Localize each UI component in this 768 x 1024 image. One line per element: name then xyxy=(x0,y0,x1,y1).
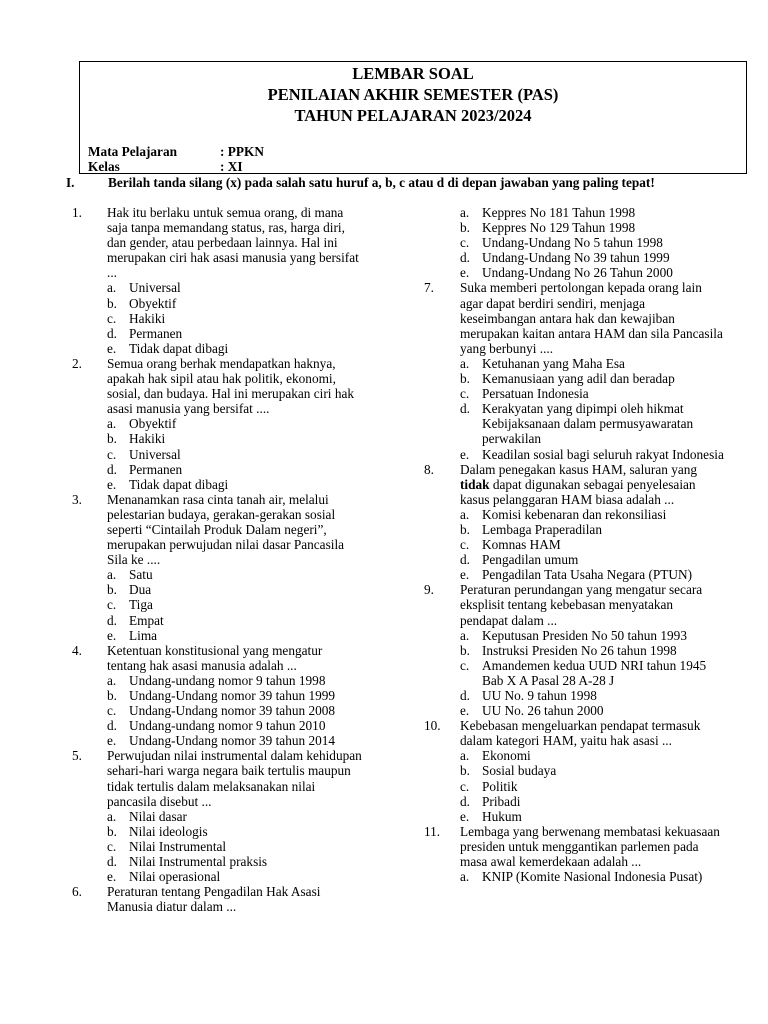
answer-option xyxy=(460,265,724,280)
option-text: Lima xyxy=(129,627,158,643)
option-letter: c. xyxy=(107,597,117,613)
answer-option xyxy=(107,567,362,582)
answer-option xyxy=(460,794,724,809)
option-letter: b. xyxy=(460,763,470,779)
option-text: Satu xyxy=(129,567,153,583)
left-column xyxy=(72,205,362,914)
option-text: Obyektif xyxy=(129,416,177,432)
option-letter: b. xyxy=(107,295,117,311)
option-text: Universal xyxy=(129,446,181,462)
answer-option xyxy=(107,416,362,431)
answer-option xyxy=(460,235,724,250)
option-letter: e. xyxy=(460,265,470,281)
answer-option xyxy=(460,220,724,235)
option-text: Hukum xyxy=(482,808,522,824)
option-text: Tiga xyxy=(129,597,153,613)
option-letter: a. xyxy=(107,416,117,432)
header-box xyxy=(79,61,747,174)
option-text: Kemanusiaan yang adil dan beradap xyxy=(482,371,675,387)
answer-option xyxy=(460,507,724,522)
answer-option xyxy=(107,597,362,612)
option-text: Hakiki xyxy=(129,431,166,447)
answer-option xyxy=(460,371,724,386)
option-letter: e. xyxy=(107,733,117,749)
option-letter: c. xyxy=(107,446,117,462)
question-stem: Menanamkan rasa cinta tanah air, melalui pelestarian budaya, gerakan-gerakan sosial seperti “Cintailah Produk Dalam negeri”, merupakan perwujudan nilai dasar Pancasila Sila ke .... xyxy=(107,491,345,568)
question-number: 7. xyxy=(424,280,434,296)
option-text: Permanen xyxy=(129,461,183,477)
option-text: Lembaga Praperadilan xyxy=(482,521,602,537)
answer-option xyxy=(107,673,362,688)
section-number: I. xyxy=(66,175,75,190)
option-text: Keppres No 129 Tahun 1998 xyxy=(482,220,636,236)
option-text: Kerakyatan yang dipimpi oleh hikmat Kebijaksanaan dalam permusyawaratan perwakilan xyxy=(482,401,694,447)
question-number: 4. xyxy=(72,642,82,658)
option-letter: a. xyxy=(460,627,470,643)
option-letter: d. xyxy=(107,461,117,477)
answer-option xyxy=(107,869,362,884)
option-letter: d. xyxy=(460,401,470,417)
answer-option xyxy=(107,809,362,824)
question-number: 1. xyxy=(72,205,82,220)
doc-title: LEMBAR SOAL xyxy=(352,64,474,83)
option-letter: a. xyxy=(460,869,470,885)
answer-option xyxy=(460,522,724,537)
option-letter: c. xyxy=(460,537,470,553)
answer-option xyxy=(460,552,724,567)
answer-option xyxy=(107,613,362,628)
answer-option xyxy=(460,250,724,265)
option-text: Nilai Instrumental praksis xyxy=(129,854,268,870)
answer-option xyxy=(460,809,724,824)
option-letter: c. xyxy=(107,703,117,719)
option-letter: a. xyxy=(460,355,470,371)
question-stem: Suka memberi pertolongan kepada orang lain agar dapat berdiri sendiri, menjaga keseimbangan antara hak dan kewajiban merupakan kaitan antara HAM dan sila Pancasila yang berbunyi .... xyxy=(460,280,723,356)
answer-option xyxy=(107,296,362,311)
option-text: Undang-Undang No 26 Tahun 2000 xyxy=(482,265,673,281)
option-text: Nilai ideologis xyxy=(129,823,208,839)
option-letter: e. xyxy=(460,567,470,583)
instruction-text: Berilah tanda silang (x) pada salah satu huruf a, b, c atau d di depan jawaban yang paling tepat! xyxy=(108,175,655,190)
question-number: 2. xyxy=(72,355,82,371)
answer-option xyxy=(460,537,724,552)
answer-option xyxy=(107,431,362,446)
answer-option xyxy=(107,688,362,703)
answer-option xyxy=(107,582,362,597)
answer-option xyxy=(107,477,362,492)
option-letter: d. xyxy=(107,612,117,628)
option-letter: c. xyxy=(460,386,470,402)
option-text: Persatuan Indonesia xyxy=(482,386,589,402)
question-number: 11. xyxy=(424,823,441,839)
option-letter: b. xyxy=(460,521,470,537)
answer-option xyxy=(107,718,362,733)
option-text: Sosial budaya xyxy=(482,763,557,779)
question-item xyxy=(424,280,724,461)
answer-option xyxy=(107,280,362,295)
option-letter: e. xyxy=(107,869,117,885)
class-row xyxy=(88,159,243,174)
option-text: Permanen xyxy=(129,325,183,341)
question-stem: Lembaga yang berwenang membatasi kekuasaan presiden untuk menggantikan parlemen pada masa awal kemerdekaan adalah ... xyxy=(460,823,720,870)
question-stem: Peraturan perundangan yang mengatur secara eksplisit tentang kebebasan menyatakan pendapat dalam ... xyxy=(460,582,703,628)
question-item xyxy=(72,748,362,884)
option-text: Nilai operasional xyxy=(129,869,221,885)
option-text: Dua xyxy=(129,582,152,598)
answer-option xyxy=(107,703,362,718)
question-item xyxy=(424,824,724,884)
option-letter: c. xyxy=(107,838,117,854)
doc-year: TAHUN PELAJARAN 2023/2024 xyxy=(294,106,532,125)
option-letter: b. xyxy=(107,823,117,839)
question-item xyxy=(424,462,724,583)
option-text: KNIP (Komite Nasional Indonesia Pusat) xyxy=(482,869,703,885)
answer-option xyxy=(107,462,362,477)
answer-option xyxy=(107,326,362,341)
option-letter: e. xyxy=(107,627,117,643)
option-text: Keputusan Presiden No 50 tahun 1993 xyxy=(482,627,687,643)
answer-option xyxy=(107,733,362,748)
question-stem: Ketentuan konstitusional yang mengatur tentang hak asasi manusia adalah ... xyxy=(107,642,323,673)
question-item xyxy=(424,205,724,280)
option-text: Komisi kebenaran dan rekonsiliasi xyxy=(482,506,667,522)
option-text: Obyektif xyxy=(129,295,177,311)
option-letter: c. xyxy=(107,310,117,326)
answer-option xyxy=(107,628,362,643)
question-number: 3. xyxy=(72,491,82,507)
option-letter: c. xyxy=(460,778,470,794)
doc-subtitle: PENILAIAN AKHIR SEMESTER (PAS) xyxy=(267,85,559,104)
option-letter: b. xyxy=(460,371,470,387)
option-letter: e. xyxy=(460,703,470,719)
option-letter: a. xyxy=(107,280,117,296)
option-letter: a. xyxy=(460,205,470,220)
answer-option xyxy=(107,311,362,326)
answer-option xyxy=(460,658,724,688)
option-letter: e. xyxy=(460,446,470,462)
answer-option xyxy=(460,567,724,582)
option-text: Empat xyxy=(129,612,164,628)
option-letter: d. xyxy=(460,793,470,809)
answer-option xyxy=(460,688,724,703)
option-letter: a. xyxy=(460,506,470,522)
option-text: Undang-undang nomor 9 tahun 2010 xyxy=(129,718,326,734)
option-text: Undang-Undang nomor 39 tahun 2008 xyxy=(129,703,336,719)
question-number: 9. xyxy=(424,582,434,598)
question-item xyxy=(72,205,362,356)
option-text: Undang-Undang nomor 39 tahun 2014 xyxy=(129,733,336,749)
subject-label: Mata Pelajaran xyxy=(88,144,177,159)
option-text: Nilai dasar xyxy=(129,808,187,824)
option-letter: a. xyxy=(460,748,470,764)
answer-option xyxy=(107,824,362,839)
option-text: Tidak dapat dibagi xyxy=(129,340,229,356)
option-letter: d. xyxy=(460,688,470,703)
option-text: UU No. 9 tahun 1998 xyxy=(482,688,597,703)
answer-option xyxy=(460,356,724,371)
question-stem: Perwujudan nilai instrumental dalam kehidupan sehari-hari warga negara baik tertulis maupun tidak tertulis dalam melaksanakan nilai pancasila disebut ... xyxy=(107,748,362,809)
subject-value: : PPKN xyxy=(220,144,264,159)
option-letter: d. xyxy=(460,552,470,568)
option-text: Keadilan sosial bagi seluruh rakyat Indonesia xyxy=(482,446,724,462)
question-number: 8. xyxy=(424,461,434,477)
option-letter: c. xyxy=(460,235,470,251)
question-item xyxy=(72,356,362,492)
option-letter: d. xyxy=(107,325,117,341)
option-text: Instruksi Presiden No 26 tahun 1998 xyxy=(482,642,677,658)
answer-option xyxy=(107,341,362,356)
answer-option xyxy=(460,386,724,401)
option-letter: d. xyxy=(460,250,470,266)
answer-option xyxy=(460,748,724,763)
answer-option xyxy=(107,839,362,854)
option-text: Pribadi xyxy=(482,793,521,809)
question-item xyxy=(72,492,362,643)
option-letter: a. xyxy=(107,808,117,824)
option-text: Undang-Undang No 5 tahun 1998 xyxy=(482,235,663,251)
answer-option xyxy=(460,703,724,718)
question-number: 10. xyxy=(424,718,441,734)
answer-option xyxy=(107,854,362,869)
question-item xyxy=(72,643,362,749)
answer-option xyxy=(460,763,724,778)
option-letter: d. xyxy=(107,718,117,734)
question-stem: Hak itu berlaku untuk semua orang, di mana saja tanpa memandang status, ras, harga diri, dan gender, atau perbedaan lainnya. Hal ini merupakan ciri hak asasi manusia yang bersifat ... xyxy=(107,205,359,281)
answer-option xyxy=(460,628,724,643)
option-text: Ketuhanan yang Maha Esa xyxy=(482,355,625,371)
option-letter: e. xyxy=(107,476,117,492)
option-text: Undang-Undang No 39 tahun 1999 xyxy=(482,250,670,266)
option-text: Universal xyxy=(129,280,181,296)
answer-option xyxy=(460,779,724,794)
option-letter: b. xyxy=(107,688,117,703)
option-text: Ekonomi xyxy=(482,748,531,764)
option-text: Pengadilan Tata Usaha Negara (PTUN) xyxy=(482,567,693,583)
right-column xyxy=(424,205,724,884)
option-letter: d. xyxy=(107,854,117,870)
option-text: Tidak dapat dibagi xyxy=(129,476,229,492)
option-letter: b. xyxy=(107,582,117,598)
answer-option xyxy=(460,205,724,220)
question-item xyxy=(424,582,724,718)
option-letter: b. xyxy=(107,431,117,447)
option-letter: b. xyxy=(460,642,470,658)
option-letter: b. xyxy=(460,220,470,236)
question-stem: Peraturan tentang Pengadilan Hak Asasi Manusia diatur dalam ... xyxy=(107,884,321,915)
option-letter: a. xyxy=(107,672,117,688)
question-stem: Kebebasan mengeluarkan pendapat termasuk dalam kategori HAM, yaitu hak asasi ... xyxy=(460,718,701,749)
class-label: Kelas xyxy=(88,159,120,174)
answer-option xyxy=(460,869,724,884)
question-number: 5. xyxy=(72,748,82,764)
option-text: Komnas HAM xyxy=(482,537,561,553)
subject-row xyxy=(88,144,264,159)
option-text: Keppres No 181 Tahun 1998 xyxy=(482,205,636,220)
option-text: Politik xyxy=(482,778,518,794)
option-text: Hakiki xyxy=(129,310,166,326)
question-item xyxy=(424,718,724,824)
option-text: Nilai Instrumental xyxy=(129,838,227,854)
question-stem: Semua orang berhak mendapatkan haknya, apakah hak sipil atau hak politik, ekonomi, sosial, dan budaya. Hal ini merupakan ciri hak asasi manusia yang bersifat .... xyxy=(107,355,355,417)
answer-option xyxy=(460,643,724,658)
option-letter: c. xyxy=(460,657,470,673)
answer-option xyxy=(107,447,362,462)
option-text: Amandemen kedua UUD NRI tahun 1945 Bab X A Pasal 28 A-28 J xyxy=(482,657,707,688)
answer-option xyxy=(460,447,724,462)
option-letter: e. xyxy=(460,808,470,824)
option-letter: e. xyxy=(107,340,117,356)
option-text: Pengadilan umum xyxy=(482,552,579,568)
option-text: Undang-Undang nomor 39 tahun 1999 xyxy=(129,688,336,703)
answer-option xyxy=(460,401,724,446)
question-stem: Dalam penegakan kasus HAM, saluran yang tidak dapat digunakan sebagai penyelesaian kasus pelanggaran HAM biasa adalah ... xyxy=(460,461,698,507)
option-text: Undang-undang nomor 9 tahun 1998 xyxy=(129,672,326,688)
question-item xyxy=(72,884,362,914)
option-text: UU No. 26 tahun 2000 xyxy=(482,703,604,719)
question-number: 6. xyxy=(72,884,82,900)
class-value: : XI xyxy=(220,159,243,174)
option-letter: a. xyxy=(107,567,117,583)
emphasis-word: tidak xyxy=(460,476,490,492)
